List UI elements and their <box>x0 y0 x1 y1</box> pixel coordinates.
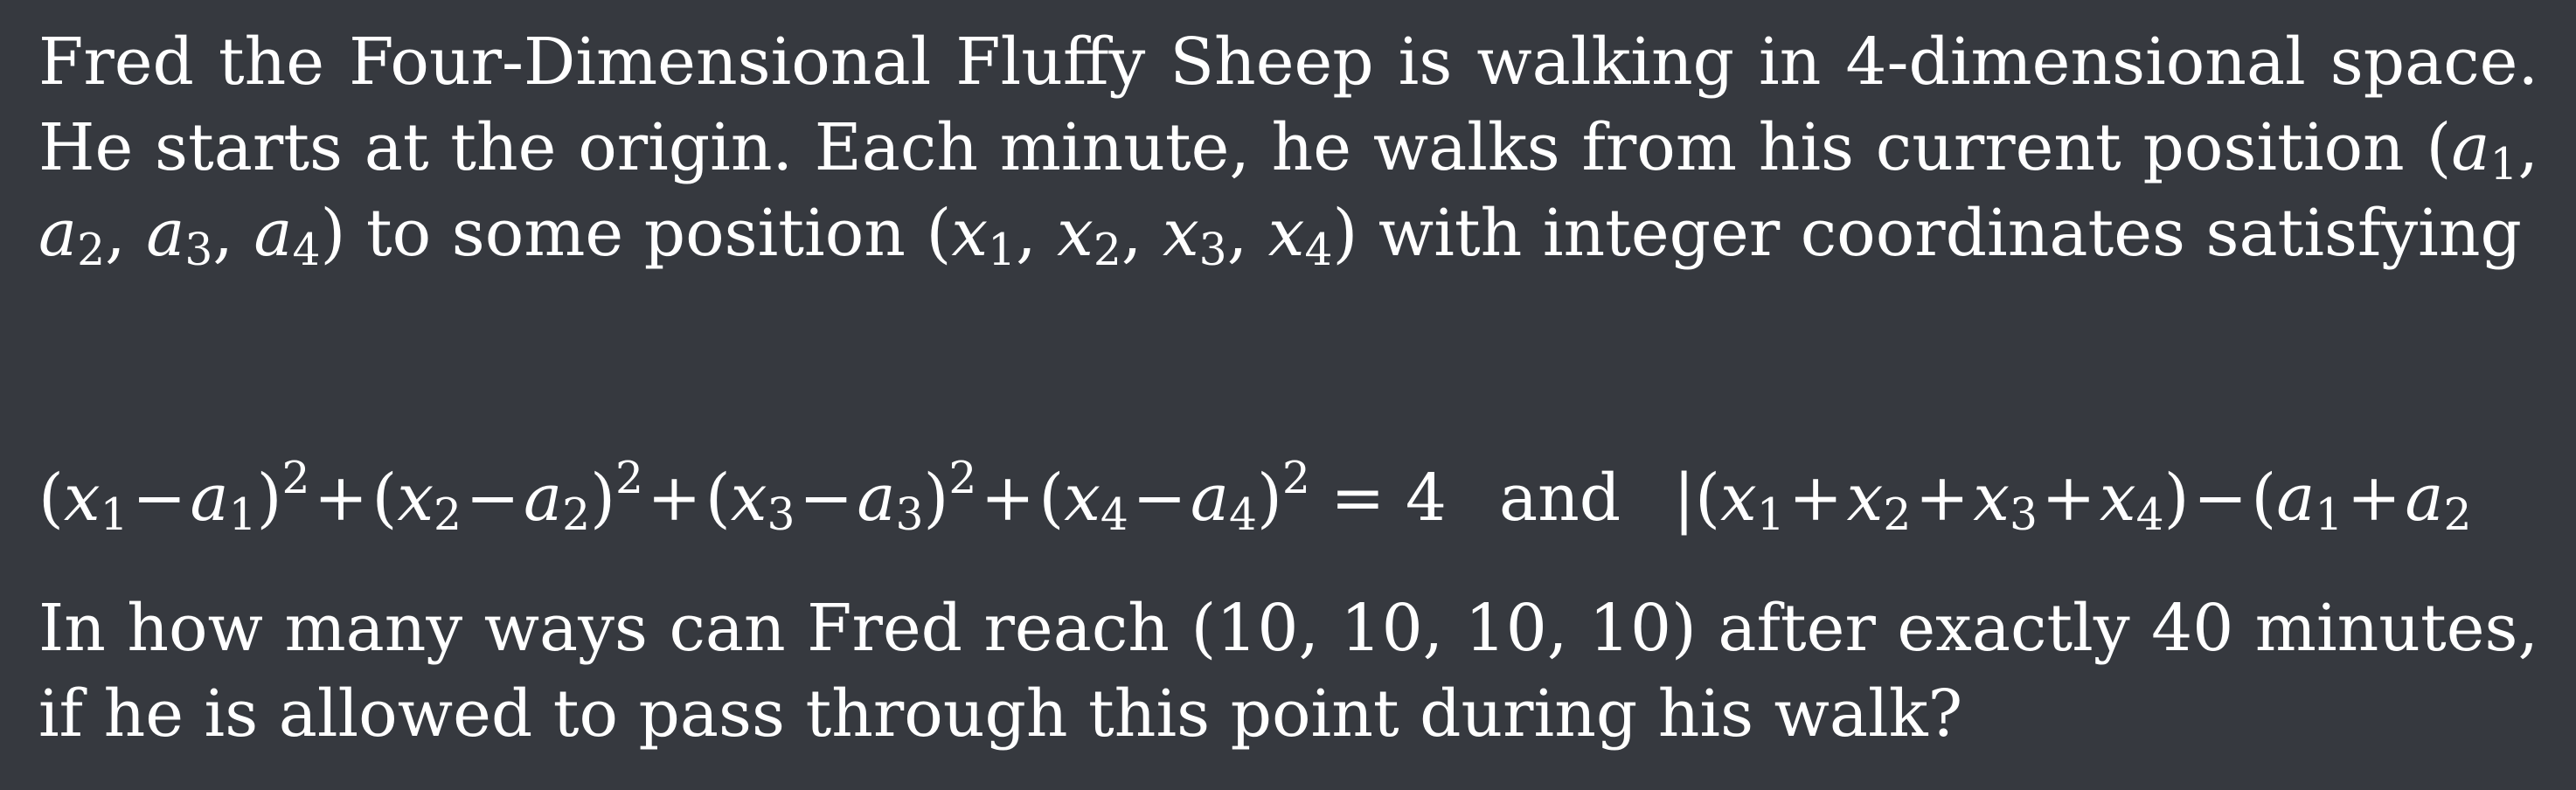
distance-condition: $(x_1-a_1)^2+(x_2-a_2)^2+(x_3-a_3)^2+(x_4-a_4)^2 = 4$ <box>38 455 1448 541</box>
sum-condition: $|(x_1+x_2+x_3+x_4)-(a_1+a_2$ <box>1673 461 2472 541</box>
problem-question: In how many ways can Fred reach (10, 10, 10, 10) after exactly 40 minutes, if he is allowed to pass through this point during his walk? <box>38 591 2538 752</box>
problem-intro <box>38 19 2538 276</box>
intro-text-start: Fred the Four-Dimensional Fluffy Sheep is walking in 4-dimensional space. He starts at the origin. Each minute, he walks from his current position <box>38 24 2538 185</box>
equation-connector: and <box>1499 461 1621 536</box>
tuple-a: ($a_1$, $a_2$, $a_3$, $a_4$) <box>38 110 2538 276</box>
intro-text-middle: to some position <box>365 196 906 271</box>
intro-text-end: with integer coordinates satisfying <box>1378 196 2522 271</box>
displayed-equation <box>38 455 2576 541</box>
tuple-x: ($x_1$, $x_2$, $x_3$, $x_4$) <box>926 196 1358 276</box>
condition-rhs: 4 <box>1405 461 1448 536</box>
